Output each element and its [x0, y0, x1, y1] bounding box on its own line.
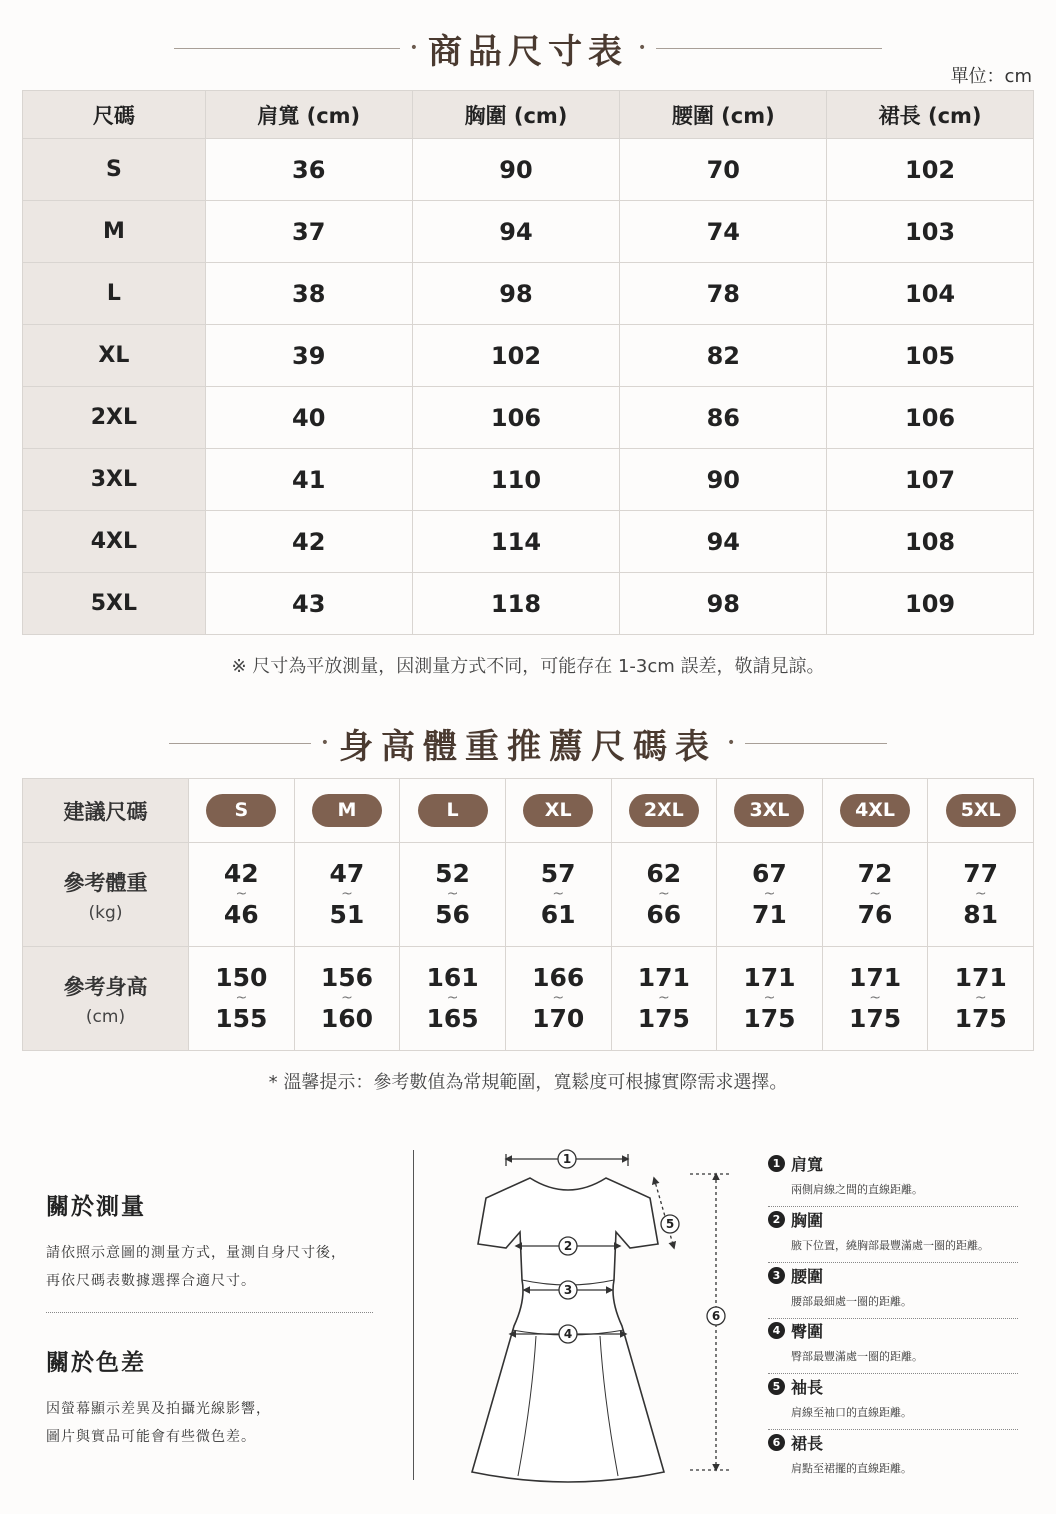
cell-waist: 74 [620, 201, 827, 263]
col-header-size: 尺碼 [23, 91, 206, 139]
legend-desc: 腋下位置，繞胸部最豐滿處一圈的距離。 [791, 1239, 989, 1252]
size-pill-cell [294, 779, 400, 843]
cell-size: S [23, 139, 206, 201]
cell-length: 105 [827, 325, 1034, 387]
legend-desc: 腰部最細處一圈的距離。 [791, 1295, 912, 1308]
cell-size: 5XL [23, 573, 206, 635]
cell-shoulder: 37 [205, 201, 412, 263]
cell-length: 109 [827, 573, 1034, 635]
about-divider [46, 1312, 373, 1313]
row-label-size [23, 779, 189, 843]
about-color-title: 關於色差 [46, 1350, 146, 1376]
legend-item-hip [768, 1319, 1018, 1374]
weight-range-min: 57 [540, 858, 576, 888]
size-pill: 4XL [840, 794, 910, 827]
cell-chest: 90 [412, 139, 620, 201]
cell-chest: 118 [412, 573, 620, 635]
range-tilde: ~ [763, 989, 776, 1006]
cell-length: 102 [827, 139, 1034, 201]
legend-number-badge: 4 [768, 1322, 785, 1339]
marker-4 [559, 1325, 577, 1343]
recommend-chart-note: * 溫馨提示：參考數值為常規範圍，寬鬆度可根據實際需求選擇。 [268, 1072, 788, 1093]
dress-measurement-diagram [440, 1140, 740, 1490]
weight-range-max: 61 [540, 900, 576, 930]
cell-size: L [23, 263, 206, 325]
weight-range [717, 843, 823, 947]
legend-name: 腰圍 [791, 1267, 824, 1286]
col-header-shoulder: 肩寬 (cm) [205, 91, 412, 139]
size-table-row [23, 325, 1034, 387]
marker-2 [559, 1237, 577, 1255]
size-pill-cell [928, 779, 1034, 843]
height-range-max: 175 [848, 1004, 902, 1034]
col-header-chest: 胸圍 (cm) [412, 91, 620, 139]
cell-size: XL [23, 325, 206, 387]
row-label-height-unit: (cm) [85, 1006, 126, 1027]
height-range-min: 156 [320, 962, 374, 992]
cell-shoulder: 42 [205, 511, 412, 573]
range-tilde: ~ [235, 989, 248, 1006]
cell-shoulder: 36 [205, 139, 412, 201]
weight-range-max: 71 [752, 900, 787, 930]
about-measure-line-2: 再依尺碼表數據選擇合適尺寸。 [46, 1273, 256, 1289]
cell-chest: 110 [412, 449, 620, 511]
cell-chest: 114 [412, 511, 620, 573]
title-rule-right [745, 743, 887, 744]
title-dot-right: • [638, 40, 647, 56]
legend-divider [768, 1262, 1018, 1263]
about-color-line-2: 圖片與實品可能會有些微色差。 [46, 1429, 256, 1445]
recommend-size-row [23, 779, 1034, 843]
legend-divider [768, 1429, 1018, 1430]
cell-waist: 86 [620, 387, 827, 449]
weight-range-max: 46 [223, 900, 259, 930]
marker-6 [707, 1307, 725, 1325]
legend-name: 臀圍 [791, 1322, 824, 1341]
weight-range-max: 51 [329, 900, 365, 930]
marker-5 [661, 1215, 679, 1233]
height-range-max: 165 [426, 1004, 479, 1034]
weight-range [400, 843, 506, 947]
height-range-min: 161 [426, 962, 479, 992]
title-rule-left [169, 743, 311, 744]
cell-length: 108 [827, 511, 1034, 573]
height-range [189, 947, 295, 1051]
legend-desc: 肩線至袖口的直線距離。 [791, 1406, 912, 1419]
size-table-row [23, 387, 1034, 449]
height-range-min: 171 [637, 962, 690, 992]
svg-text:5: 5 [665, 1217, 675, 1231]
cell-length: 107 [827, 449, 1034, 511]
cell-chest: 102 [412, 325, 620, 387]
weight-range-min: 72 [857, 858, 893, 888]
svg-text:4: 4 [563, 1327, 573, 1341]
height-range-min: 150 [215, 962, 268, 992]
recommend-height-row [23, 947, 1034, 1051]
legend-name: 裙長 [791, 1434, 824, 1453]
height-range-max: 175 [954, 1004, 1007, 1034]
legend-item-sleeve [768, 1375, 1018, 1430]
height-range-max: 160 [320, 1004, 374, 1034]
svg-text:1: 1 [562, 1152, 572, 1166]
height-range-min: 166 [532, 962, 585, 992]
range-tilde: ~ [446, 885, 459, 902]
legend-desc: 肩點至裙擺的直線距離。 [791, 1462, 912, 1475]
range-tilde: ~ [657, 885, 670, 902]
recommend-chart-table [22, 778, 1034, 1051]
size-table-row [23, 201, 1034, 263]
size-pill: 2XL [629, 794, 699, 827]
range-tilde: ~ [235, 885, 248, 902]
legend-number-badge: 1 [768, 1155, 785, 1172]
legend-item-shoulder [768, 1152, 1018, 1207]
cell-length: 106 [827, 387, 1034, 449]
weight-range-min: 47 [329, 858, 365, 888]
row-label-height [23, 947, 189, 1051]
weight-range [611, 843, 717, 947]
recommend-chart-title: 身高體重推薦尺碼表 [339, 726, 717, 767]
legend-number-badge: 2 [768, 1211, 785, 1228]
cell-shoulder: 39 [205, 325, 412, 387]
size-pill-cell [505, 779, 611, 843]
weight-range [928, 843, 1034, 947]
range-tilde: ~ [869, 885, 881, 902]
about-measure [46, 1188, 346, 1295]
about-color-line-1: 因螢幕顯示差異及拍攝光線影響， [46, 1401, 271, 1417]
range-tilde: ~ [974, 885, 987, 902]
size-pill: M [312, 794, 382, 827]
marker-3 [559, 1281, 577, 1299]
legend-item-chest [768, 1208, 1018, 1263]
size-pill: 5XL [946, 794, 1016, 827]
weight-range-min: 77 [963, 858, 999, 888]
cell-shoulder: 40 [205, 387, 412, 449]
legend-name: 肩寬 [791, 1155, 824, 1174]
recommend-weight-row [23, 843, 1034, 947]
size-pill-cell [611, 779, 717, 843]
svg-text:2: 2 [563, 1239, 573, 1253]
cell-waist: 82 [620, 325, 827, 387]
range-tilde: ~ [341, 885, 353, 902]
row-label-weight [23, 843, 189, 947]
weight-range-max: 56 [435, 900, 470, 930]
title-dot-left: • [320, 735, 329, 751]
cell-length: 103 [827, 201, 1034, 263]
range-tilde: ~ [552, 885, 565, 902]
size-table-row [23, 263, 1034, 325]
cell-waist: 78 [620, 263, 827, 325]
legend-item-length [768, 1431, 1018, 1476]
size-pill: S [206, 794, 276, 827]
height-range [822, 947, 928, 1051]
title-rule-right [656, 48, 882, 49]
range-tilde: ~ [869, 989, 881, 1006]
cell-waist: 90 [620, 449, 827, 511]
cell-chest: 98 [412, 263, 620, 325]
legend-divider [768, 1206, 1018, 1207]
height-range [717, 947, 823, 1051]
size-table-row [23, 573, 1034, 635]
height-range [928, 947, 1034, 1051]
legend-item-waist [768, 1264, 1018, 1319]
cell-length: 104 [827, 263, 1034, 325]
recommend-chart-title-bar [0, 720, 1056, 766]
height-range-min: 171 [848, 962, 902, 992]
weight-range [189, 843, 295, 947]
range-tilde: ~ [763, 885, 776, 902]
about-measure-line-1: 請依照示意圖的測量方式，量測自身尺寸後， [46, 1245, 346, 1261]
row-label-weight-text: 參考體重 [63, 870, 148, 895]
weight-range-max: 66 [646, 900, 682, 930]
about-color [46, 1344, 271, 1451]
title-dot-left: • [409, 40, 418, 56]
legend-desc: 兩側肩線之間的直線距離。 [791, 1183, 923, 1196]
cell-chest: 94 [412, 201, 620, 263]
unit-label: 單位：cm [950, 66, 1032, 87]
cell-shoulder: 41 [205, 449, 412, 511]
cell-waist: 98 [620, 573, 827, 635]
weight-range-min: 67 [752, 858, 787, 888]
size-table-header-row [23, 91, 1034, 139]
height-range-min: 171 [954, 962, 1007, 992]
legend-number-badge: 5 [768, 1378, 785, 1395]
legend-number-badge: 6 [768, 1434, 785, 1451]
weight-range [505, 843, 611, 947]
weight-range-min: 52 [435, 858, 470, 888]
cell-shoulder: 43 [205, 573, 412, 635]
height-range [505, 947, 611, 1051]
height-range [611, 947, 717, 1051]
cell-waist: 94 [620, 511, 827, 573]
height-range-min: 171 [743, 962, 796, 992]
title-dot-right: • [727, 735, 736, 751]
row-label-size-text: 建議尺碼 [63, 799, 148, 824]
weight-range [294, 843, 400, 947]
size-pill-cell [717, 779, 823, 843]
size-table-row [23, 511, 1034, 573]
cell-size: M [23, 201, 206, 263]
legend-desc: 臀部最豐滿處一圈的距離。 [791, 1350, 923, 1363]
legend-name: 袖長 [791, 1378, 824, 1397]
range-tilde: ~ [657, 989, 670, 1006]
size-table-row [23, 139, 1034, 201]
legend-divider [768, 1373, 1018, 1374]
height-range-max: 155 [215, 1004, 268, 1034]
svg-text:3: 3 [563, 1283, 573, 1297]
cell-size: 4XL [23, 511, 206, 573]
size-chart-title: 商品尺寸表 [428, 31, 628, 72]
vertical-divider [413, 1150, 414, 1480]
col-header-waist: 腰圍 (cm) [620, 91, 827, 139]
range-tilde: ~ [341, 989, 353, 1006]
weight-range-min: 42 [223, 858, 259, 888]
about-measure-title: 關於測量 [46, 1194, 146, 1220]
legend-number-badge: 3 [768, 1267, 785, 1284]
weight-range [822, 843, 928, 947]
cell-shoulder: 38 [205, 263, 412, 325]
size-pill: L [418, 794, 488, 827]
svg-text:6: 6 [711, 1309, 721, 1323]
weight-range-min: 62 [646, 858, 682, 888]
weight-range-max: 81 [963, 900, 999, 930]
height-range-max: 175 [637, 1004, 690, 1034]
size-table-row [23, 449, 1034, 511]
size-pill-cell [189, 779, 295, 843]
height-range-max: 170 [532, 1004, 585, 1034]
size-chart-table [22, 90, 1034, 635]
legend-name: 胸圍 [791, 1211, 824, 1230]
cell-chest: 106 [412, 387, 620, 449]
row-label-weight-unit: (kg) [88, 902, 123, 923]
size-pill: XL [523, 794, 593, 827]
cell-waist: 70 [620, 139, 827, 201]
height-range [294, 947, 400, 1051]
size-pill-cell [822, 779, 928, 843]
size-chart-title-bar [0, 26, 1056, 70]
row-label-height-text: 參考身高 [63, 974, 148, 999]
col-header-length: 裙長 (cm) [827, 91, 1034, 139]
weight-range-max: 76 [857, 900, 893, 930]
cell-size: 2XL [23, 387, 206, 449]
size-chart-note: ※ 尺寸為平放測量，因測量方式不同，可能存在 1-3cm 誤差，敬請見諒。 [231, 656, 825, 677]
height-range-max: 175 [743, 1004, 796, 1034]
range-tilde: ~ [974, 989, 987, 1006]
cell-size: 3XL [23, 449, 206, 511]
range-tilde: ~ [446, 989, 459, 1006]
title-rule-left [174, 48, 400, 49]
size-pill-cell [400, 779, 506, 843]
marker-1 [558, 1150, 576, 1168]
range-tilde: ~ [552, 989, 565, 1006]
size-pill: 3XL [734, 794, 804, 827]
height-range [400, 947, 506, 1051]
